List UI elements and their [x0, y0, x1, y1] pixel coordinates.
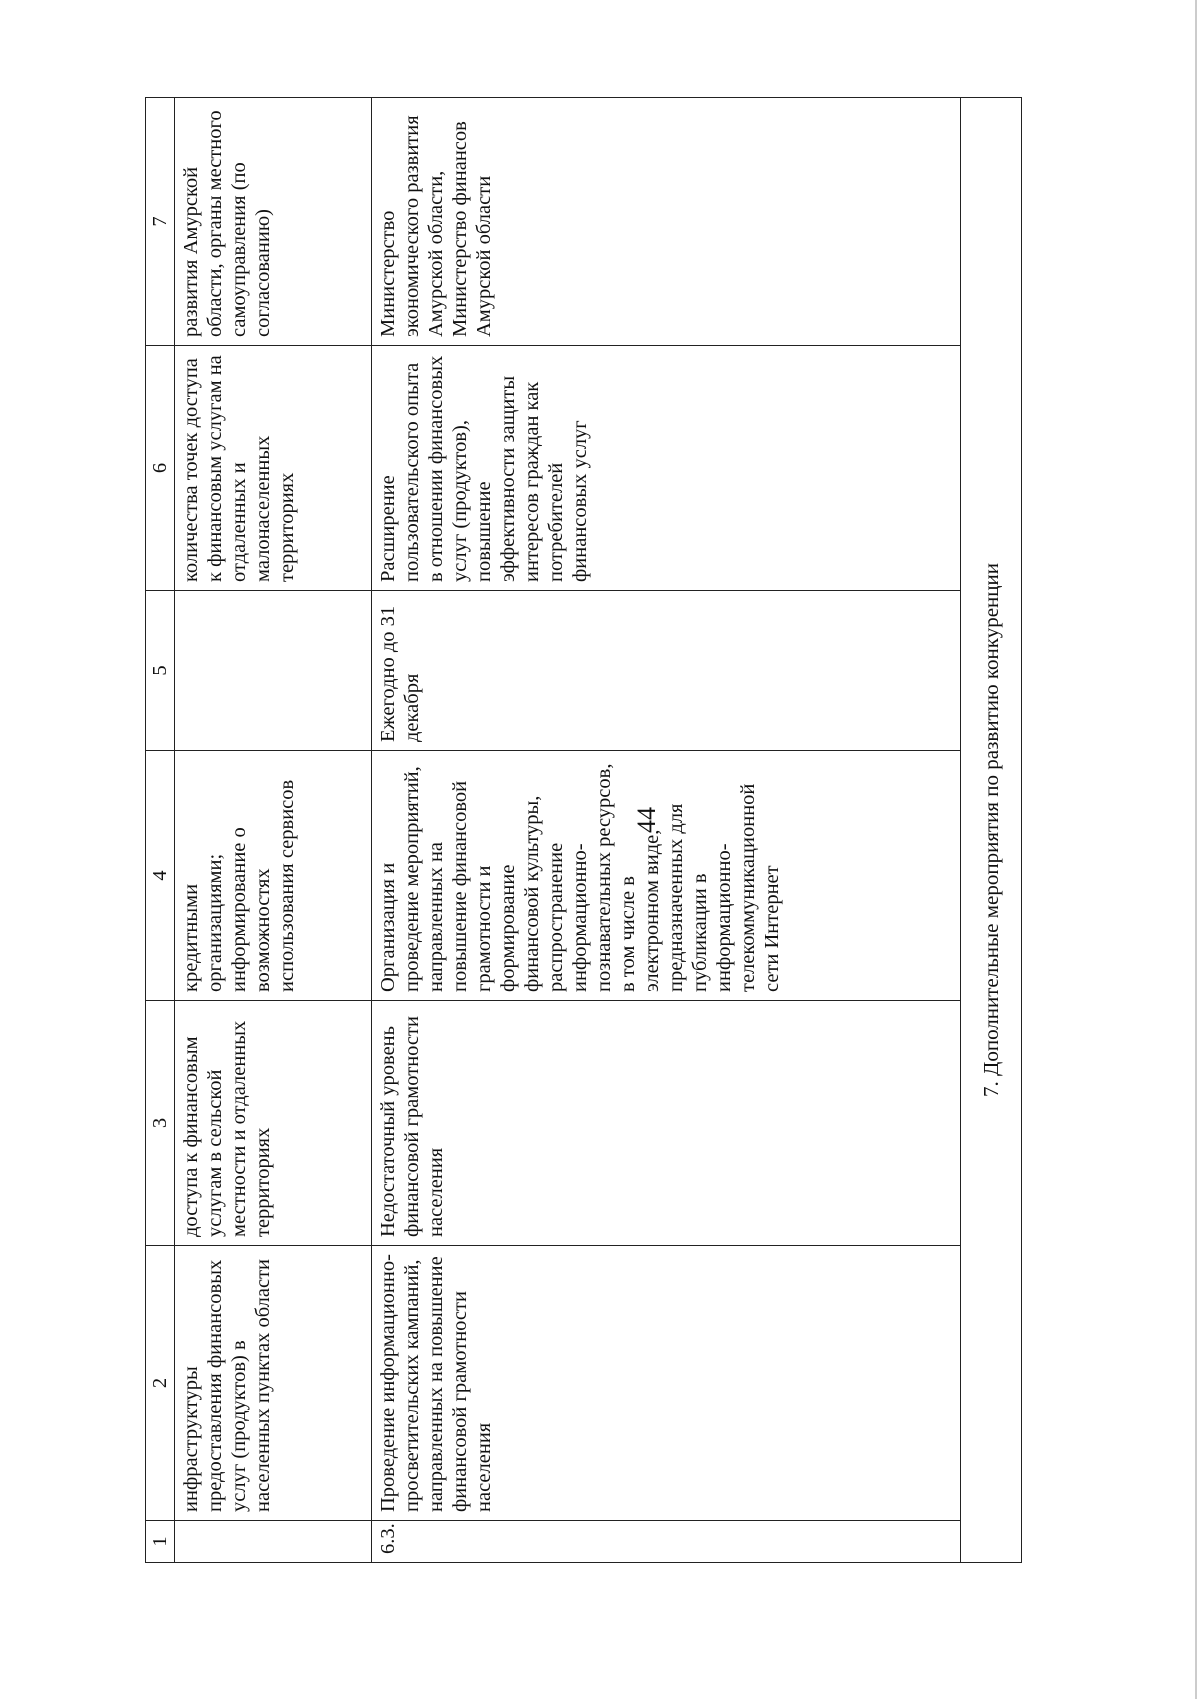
header-cell: 1	[146, 1521, 175, 1563]
section-title-text: 7. Дополнительные мероприятия по развитию конкуренции	[979, 563, 1003, 1097]
cell-responsible: развития Амурской области, органы местного самоуправления (по согласованию)	[175, 98, 372, 346]
cell-responsible: Министерство экономического развития Амурской области, Министерство финансов Амурской области	[372, 98, 961, 346]
cell-deadline: Ежегодно до 31 декабря	[372, 591, 961, 751]
section-title	[961, 98, 1022, 1563]
cell-number	[175, 1521, 372, 1563]
cell-deadline	[175, 591, 372, 751]
header-cell: 7	[146, 98, 175, 346]
cell-number: 6.3.	[372, 1521, 961, 1563]
header-cell: 4	[146, 751, 175, 1001]
header-cell: 5	[146, 591, 175, 751]
section-row	[961, 98, 1022, 1563]
scan-edge	[1195, 0, 1197, 1699]
cell-result: Расширение пользовательского опыта в отношении финансовых услуг (продуктов), повышение эффективности защиты интересов граждан как потребителей финансовых услуг	[372, 346, 961, 591]
cell-problem: Недостаточный уровень финансовой грамотности населения	[372, 1001, 961, 1246]
cell-actions: Организация и проведение мероприятий, направленных на повышение финансовой грамотности и формирование финансовой культуры, распространение информационно-познавательных ресурсов, в том числе в электронном виде, предназначенных для публикации в информационно-телекоммуникационной сети Интернет	[372, 751, 961, 1001]
page-number: 44	[632, 807, 661, 833]
cell-result: количества точек доступа к финансовым услугам на отдаленных и малонаселенных территориях	[175, 346, 372, 591]
header-cell: 6	[146, 346, 175, 591]
cell-measure: Проведение информационно-просветительских кампаний, направленных на повышение финансовой грамотности населения	[372, 1246, 961, 1521]
cell-problem: доступа к финансовым услугам в сельской местности и отдаленных территориях	[175, 1001, 372, 1246]
rotated-table-wrapper	[145, 98, 1077, 1563]
header-row	[146, 98, 175, 1563]
cell-measure: инфраструктуры предоставления финансовых услуг (продуктов) в населенных пунктах области	[175, 1246, 372, 1521]
header-cell: 2	[146, 1246, 175, 1521]
header-cell: 3	[146, 1001, 175, 1246]
table-row	[175, 98, 372, 1563]
measures-table	[145, 97, 1022, 1563]
table-row	[372, 98, 961, 1563]
cell-actions: кредитными организациями; информирование о возможностях использования сервисов	[175, 751, 372, 1001]
